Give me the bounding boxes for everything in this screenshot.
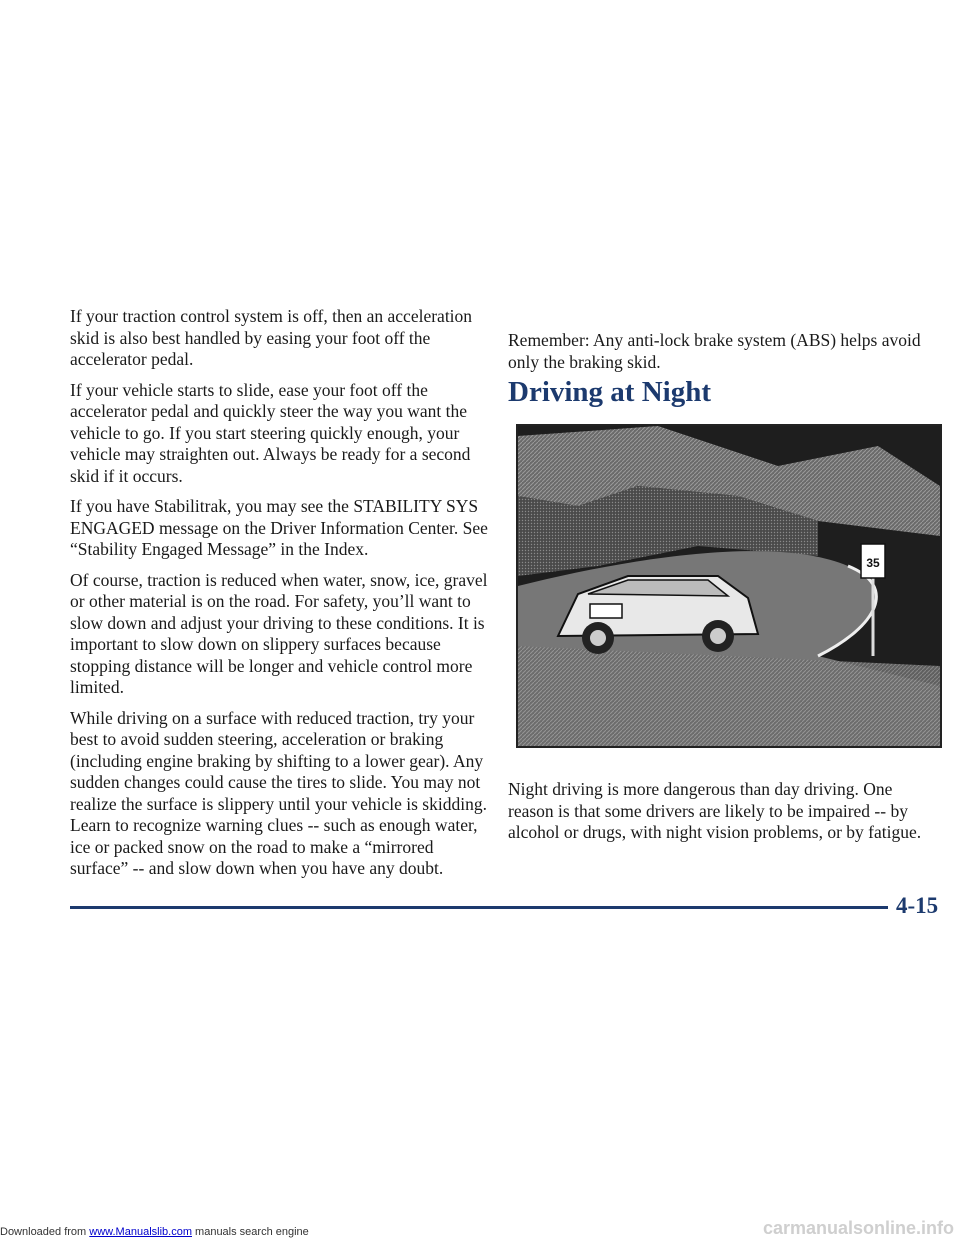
paragraph-surface-advice: While driving on a surface with reduced traction, try your best to avoid sudden steering, acceleration or braking (including engine braking by shifting to a lower gear). Any sudden changes could cause the tires to slide. You may not realize the surface is slippery until your vehicle is skidding. Learn to recognize warning clues -- such as enough water, ice or packed snow on the road to make a “mirrored surface” -- and slow down when you have any doubt. <box>70 707 487 878</box>
paragraph-traction-off: If your traction control system is off, then an acceleration skid is also best handled by easing your foot off the accelerator pedal. <box>70 306 473 369</box>
download-footer <box>0 1226 309 1238</box>
left-column <box>70 306 490 889</box>
paragraph-reduced-traction: Of course, traction is reduced when water, snow, ice, gravel or other material is on the road. For safety, you’ll want to slow down and adjust your driving to these conditions. It is important to slow down on slippery surfaces because stopping distance will be longer and vehicle control more limited. <box>70 569 488 697</box>
watermark: carmanualsonline.info <box>762 1218 954 1238</box>
paragraph-vehicle-slide: If your vehicle starts to slide, ease your foot off the accelerator pedal and quickly steer the way you want the vehicle to go. If you start steering quickly enough, your vehicle may straighten out. Always be ready for a second skid if it occurs. <box>70 379 471 486</box>
section-title: Driving at Night <box>508 376 711 408</box>
footer-rule <box>70 906 888 909</box>
paragraph-night-danger: Night driving is more dangerous than day driving. One reason is that some drivers are likely to be impaired -- by alcohol or drugs, with night vision problems, or by fatigue. <box>508 779 922 842</box>
paragraph-abs-reminder: Remember: Any anti-lock brake system (ABS) helps avoid only the braking skid. <box>508 330 921 372</box>
manualslib-link[interactable]: www.Manualslib.com <box>89 1226 192 1238</box>
night-driving-illustration <box>516 424 942 748</box>
footer-suffix: manuals search engine <box>191 1226 309 1238</box>
right-column-body <box>508 779 928 853</box>
page-number: 4-15 <box>896 893 939 918</box>
paragraph-stabilitrak: If you have Stabilitrak, you may see the STABILITY SYS ENGAGED message on the Driver Information Center. See “Stability Engaged Message” in the Index. <box>70 496 488 559</box>
right-column-intro <box>508 330 928 382</box>
footer-prefix: Downloaded from <box>0 1226 90 1238</box>
sign-label: 35 <box>866 556 880 570</box>
